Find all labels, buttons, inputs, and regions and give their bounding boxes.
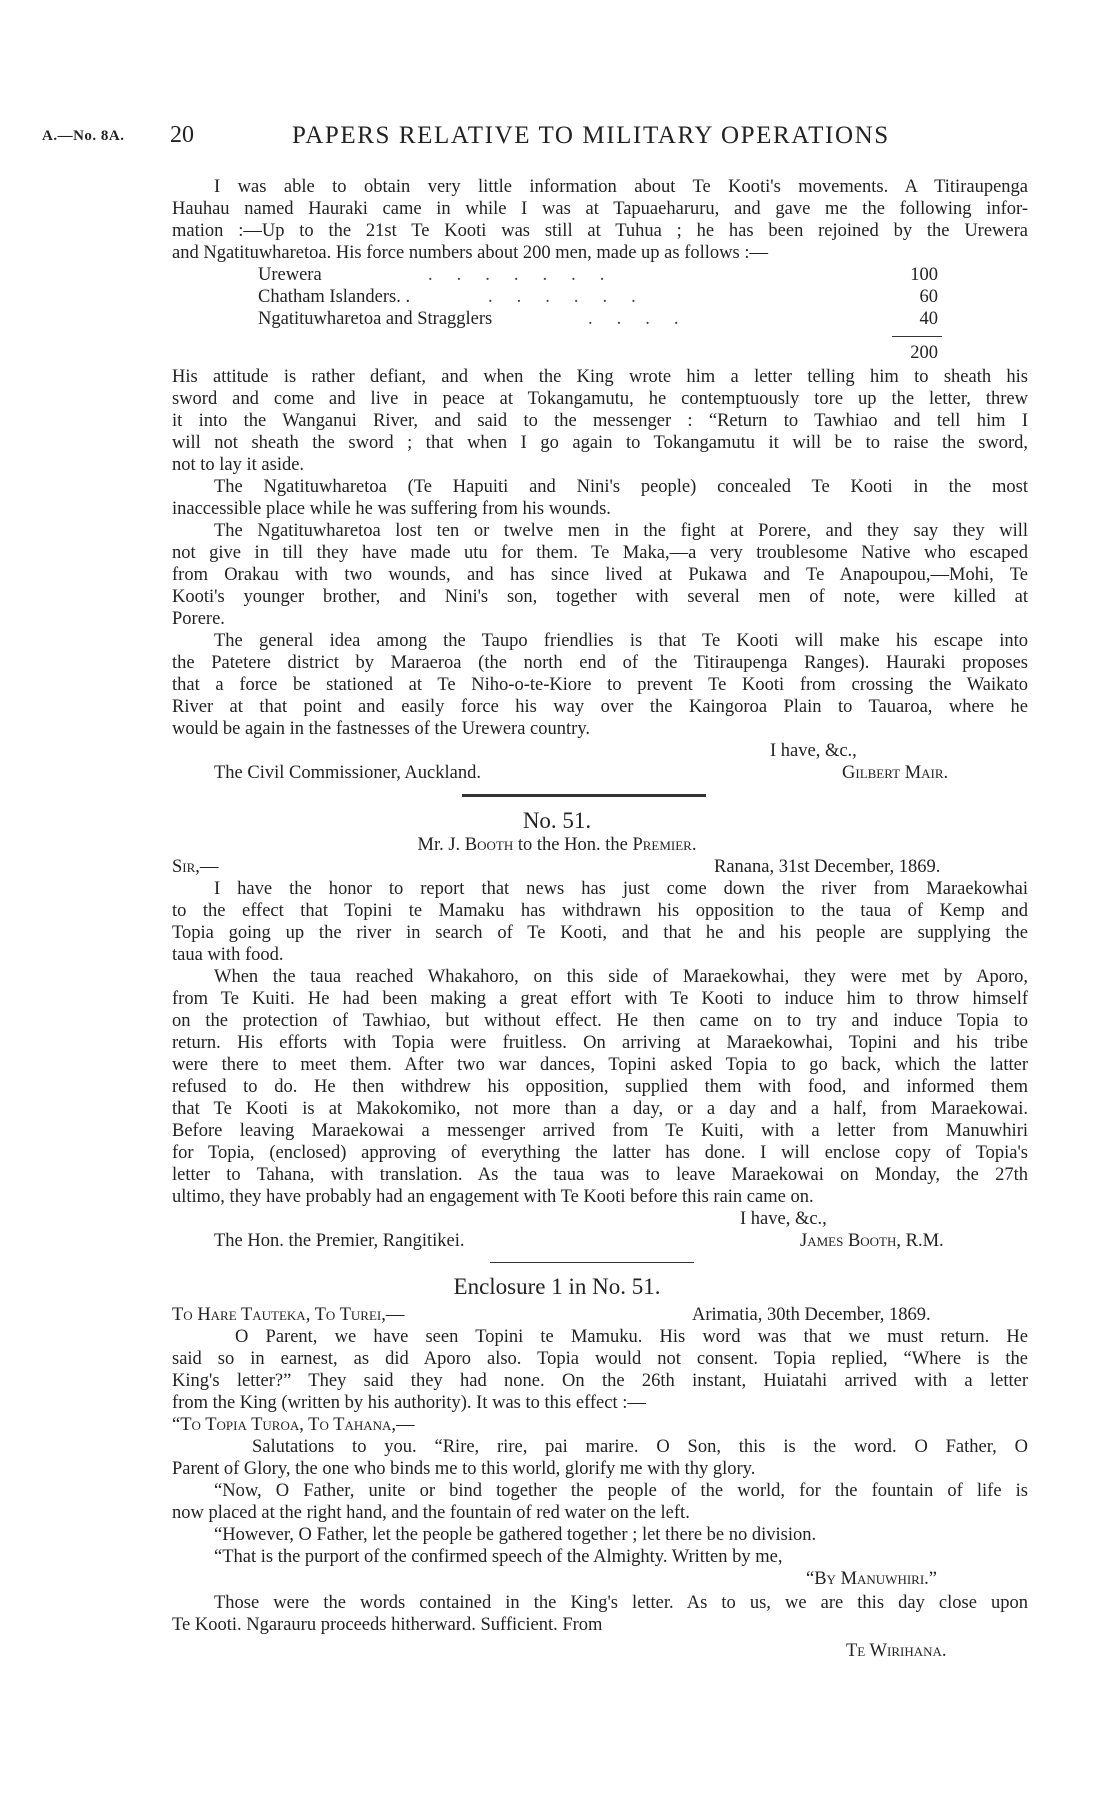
letter-subheading (0, 834, 1114, 856)
text-line: said so in earnest, as did Aporo also. Topia would not consent. Topia replied, “Where is the (172, 1349, 1028, 1369)
text-line: that a force be stationed at Te Niho-o-te-Kiore to prevent Te Kooti from crossing the Waikato (172, 675, 1028, 695)
text-line: When the taua reached Whakahoro, on this side of Maraekowhai, they were met by Aporo, (214, 967, 1028, 987)
text-line: Te Kooti. Ngarauru proceeds hitherward. Sufficient. From (172, 1615, 603, 1635)
text-line: letter to Tahana, with translation. As the taua was to leave Maraekowai on Monday, the 27th (172, 1165, 1028, 1185)
section-divider (490, 1262, 694, 1263)
text-line: I was able to obtain very little information about Te Kooti's movements. A Titiraupenga (214, 177, 1028, 197)
subheading-mid: to the Hon. the (513, 835, 633, 855)
text-line: that Te Kooti is at Makokomiko, not more than a day, or a day and a half, from Maraekowai. (172, 1099, 1028, 1119)
text-line: refused to do. He then withdrew his opposition, supplied them with food, and informed them (172, 1077, 1028, 1097)
page-number: 20 (170, 122, 194, 148)
force-total: 200 (910, 343, 938, 363)
text-line: Parent of Glory, the one who binds me to this world, glorify me with thy glory. (172, 1459, 756, 1479)
force-value: 40 (919, 309, 938, 329)
text-line: King's letter?” They said they had none. On the 26th instant, Huiatahi arrived with a letter (172, 1371, 1028, 1391)
text-line: for Topia, (enclosed) approving of everything the latter has done. I will enclose copy of Topia's (172, 1143, 1028, 1163)
text-line: mation :—Up to the 21st Te Kooti was still at Tuhua ; he has been rejoined by the Urewera (172, 221, 1028, 241)
leader-dots: ....... (428, 265, 629, 285)
text-line: Before leaving Maraekowai a messenger arrived from Te Kuiti, with a letter from Manuwhiri (172, 1121, 1028, 1141)
addressee: The Civil Commissioner, Auckland. (214, 763, 481, 783)
signature-suffix: , R.M. (896, 1231, 944, 1251)
leader-dots: .... (588, 309, 703, 329)
closing: I have, &c., (770, 741, 857, 761)
subheading-name: Booth (464, 835, 514, 855)
total-rule (892, 336, 942, 337)
page-title: PAPERS RELATIVE TO MILITARY OPERATIONS (292, 122, 890, 149)
addressee: The Hon. the Premier, Rangitikei. (214, 1231, 465, 1251)
to-line: To Hare Tauteka, To Turei,— (172, 1305, 405, 1325)
text-line: Salutations to you. “Rire, rire, pai marire. O Son, this is the word. O Father, O (252, 1437, 1028, 1457)
text-line: The Ngatituwharetoa (Te Hapuiti and Nini's people) concealed Te Kooti in the most (214, 477, 1028, 497)
signature (800, 1230, 944, 1252)
signature: Gilbert Mair. (842, 763, 949, 783)
text-line: it into the Wanganui River, and said to the messenger : “Return to Tawhiao and tell him I (172, 411, 1028, 431)
text-line: were there to meet them. After two war dances, Topini asked Topia to go back, which the latter (172, 1055, 1028, 1075)
text-line: His attitude is rather defiant, and when the King wrote him a letter telling him to sheath his (172, 367, 1028, 387)
text-line: O Parent, we have seen Topini te Mamuku. His word was that we must return. He (235, 1327, 1028, 1347)
signature-name: James Booth (800, 1231, 897, 1251)
text-line: Kooti's younger brother, and Nini's son, together with several men of note, were killed at (172, 587, 1028, 607)
text-line: Topia going up the river in search of Te Kooti, and that he and his people are supplying the (172, 923, 1028, 943)
subheading-prefix: Mr. J. (417, 835, 465, 855)
text-line: on the protection of Tawhiao, but without effect. He then came on to try and induce Topia to (172, 1011, 1028, 1031)
text-line: Hauhau named Hauraki came in while I was at Tapuaeharuru, and gave me the following infor- (172, 199, 1028, 219)
text-line: from Te Kuiti. He had been making a great effort with Te Kooti to induce him to throw himself (172, 989, 1028, 1009)
place-date: Arimatia, 30th December, 1869. (692, 1305, 931, 1325)
text-line: from Orakau with two wounds, and has since lived at Pukawa and Te Anapoupou,—Mohi, Te (172, 565, 1028, 585)
text-line: Those were the words contained in the King's letter. As to us, we are this day close upon (214, 1593, 1028, 1613)
text-line: inaccessible place while he was suffering from his wounds. (172, 499, 611, 519)
force-label: Ngatituwharetoa and Stragglers (258, 309, 493, 329)
force-value: 60 (919, 287, 938, 307)
quote-signature: “By Manuwhiri.” (806, 1569, 938, 1589)
leader-dots: ...... (488, 287, 660, 307)
text-line: will not sheath the sword ; that when I go again to Tokangamutu it will be to raise the sword, (172, 433, 1028, 453)
force-label: Chatham Islanders. . (258, 287, 411, 307)
text-line: ultimo, they have probably had an engagement with Te Kooti before this rain came on. (172, 1187, 814, 1207)
text-line: from the King (written by his authority). It was to this effect :— (172, 1393, 646, 1413)
force-value: 100 (910, 265, 938, 285)
closing: I have, &c., (740, 1209, 827, 1229)
text-line: return. His efforts with Topia were fruitless. On arriving at Maraekowhai, Topini and his tribe (172, 1033, 1028, 1053)
letter-heading: No. 51. (522, 808, 592, 833)
text-line: to the effect that Topini te Mamaku has withdrawn his opposition to the taua of Kemp and (172, 901, 1028, 921)
force-label: Urewera (258, 265, 322, 285)
text-line: The Ngatituwharetoa lost ten or twelve men in the fight at Porere, and they say they will (214, 521, 1028, 541)
text-line: would be again in the fastnesses of the Urewera country. (172, 719, 590, 739)
text-line: not give in till they have made utu for them. Te Maka,—a very troublesome Native who escaped (172, 543, 1028, 563)
text-line: “That is the purport of the confirmed speech of the Almighty. Written by me, (214, 1547, 783, 1567)
text-line: not to lay it aside. (172, 455, 305, 475)
subheading-title: Premier. (632, 835, 697, 855)
signature: Te Wirihana. (846, 1641, 947, 1661)
text-line: and Ngatituwharetoa. His force numbers about 200 men, made up as follows :— (172, 243, 768, 263)
quote-to: “To Topia Turoa, To Tahana,— (172, 1415, 415, 1435)
text-line: taua with food. (172, 945, 284, 965)
section-divider (462, 794, 706, 797)
document-id: A.—No. 8A. (42, 128, 125, 144)
text-line: the Patetere district by Maraeroa (the north end of the Titiraupenga Ranges). Hauraki proposes (172, 653, 1028, 673)
place-date: Ranana, 31st December, 1869. (714, 857, 941, 877)
text-line: Porere. (172, 609, 225, 629)
text-line: sword and come and live in peace at Tokangamutu, he contemptuously tore up the letter, threw (172, 389, 1028, 409)
text-line: The general idea among the Taupo friendlies is that Te Kooti will make his escape into (214, 631, 1028, 651)
enclosure-heading: Enclosure 1 in No. 51. (453, 1274, 661, 1299)
text-line: “However, O Father, let the people be gathered together ; let there be no division. (214, 1525, 817, 1545)
text-line: I have the honor to report that news has just come down the river from Maraekowhai (214, 879, 1028, 899)
text-line: River at that point and easily force his way over the Kaingoroa Plain to Tauaroa, where he (172, 697, 1028, 717)
text-line: now placed at the right hand, and the fountain of red water on the left. (172, 1503, 690, 1523)
text-line: “Now, O Father, unite or bind together the people of the world, for the fountain of life is (214, 1481, 1028, 1501)
salutation: Sir,— (172, 857, 219, 877)
